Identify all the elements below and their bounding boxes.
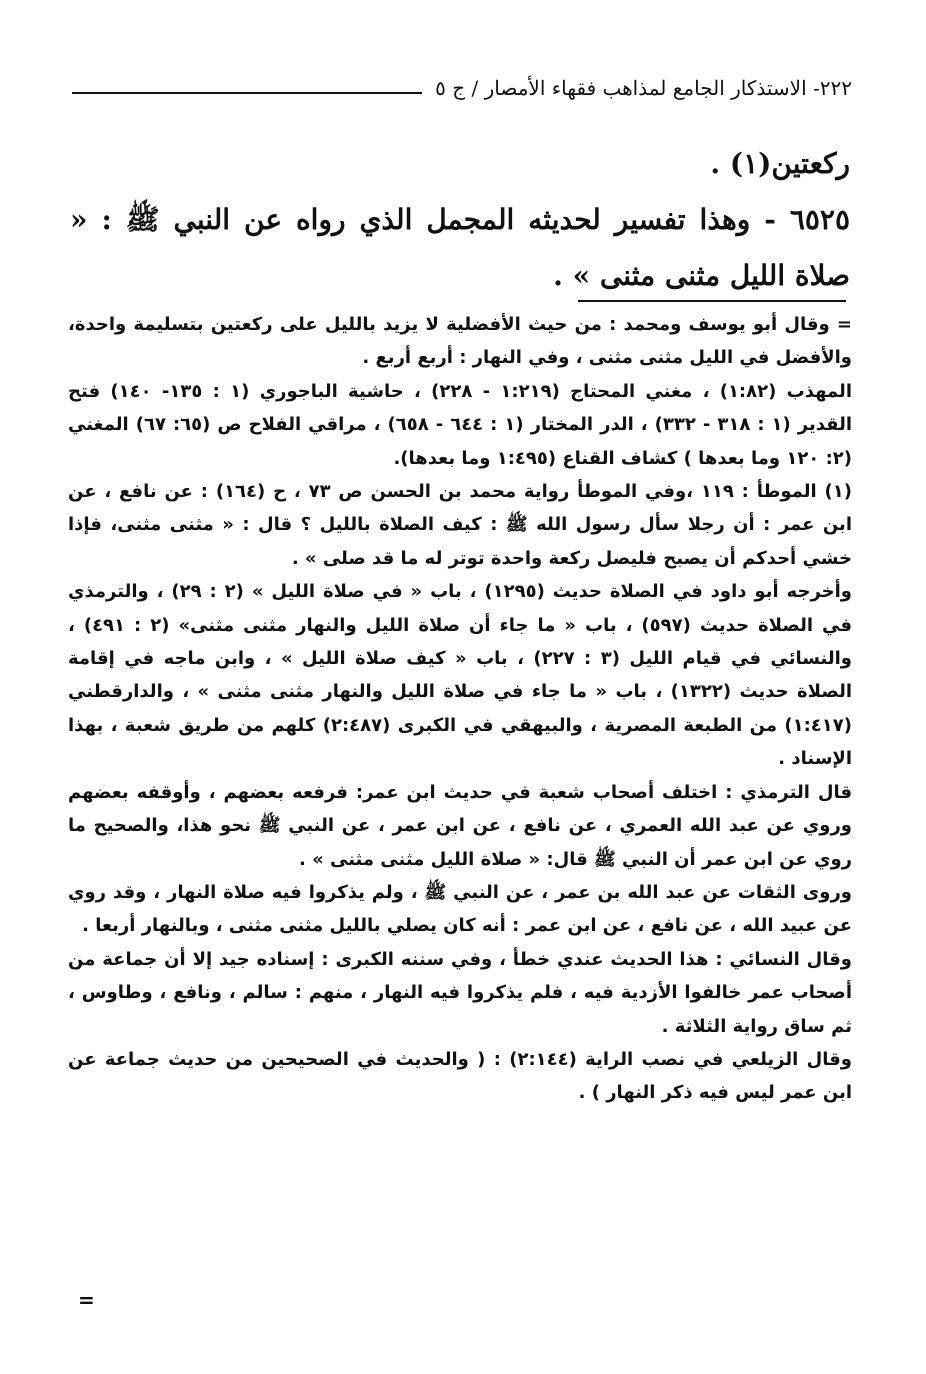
footnote-continuation: = وقال أبو يوسف ومحمد : من حيث الأفضلية لا يزيد بالليل على ركعتين بتسليمة واحدة، والأفضل في الليل مثنى مثنى ، وفي النهار : أربع أربع .: [68, 314, 852, 369]
footnote-references: المهذب (١:٨٢) ، مغني المحتاج (١:٢١٩ - ٢٢٨) ، حاشية الباجوري (١ : ١٣٥- ١٤٠) فتح القدير (١ : ٣١٨ - ٣٣٢) ، الدر المختار (١ : ٦٤٤ - ٦٥٨) ، مراقي الفلاح ص (٦٥: ٦٧) المغني (٢: ١٢٠ وما بعدها ) كشاف القناع (١:٤٩٥ وما بعدها).: [68, 380, 853, 469]
footnotes: [68, 308, 852, 1110]
running-title: ٢٢٢- الاستذكار الجامع لمذاهب فقهاء الأمصار / ج ٥: [435, 76, 852, 100]
footnote-1-takhrij: وأخرجه أبو داود في الصلاة حديث (١٢٩٥) ، باب « في صلاة الليل » (٢ : ٢٩) ، والترمذي في الصلاة حديث (٥٩٧) ، باب « ما جاء أن صلاة الليل والنهار مثنى مثنى» (٢ : ٤٩١) ، والنسائي في قيام الليل (٣ : ٢٢٧) ، باب « كيف صلاة الليل » ، وابن ماجه في إقامة الصلاة حديث (١٣٢٢) ، باب « ما جاء في صلاة الليل والنهار مثنى مثنى » ، والدارقطني (١:٤١٧) من الطبعة المصرية ، والبيهقي في الكبرى (٢:٤٨٧) كلهم من طريق شعبة ، بهذا الإسناد .: [68, 581, 853, 770]
footnote-1-nasai: وقال النسائي : هذا الحديث عندي خطأ ، وفي سننه الكبرى : إسناده جيد إلا أن جماعة من أصحاب عمر خالفوا الأزدية فيه ، فلم يذكروا فيه النهار ، منهم : سالم ، ونافع ، وطاوس ، ثم ساق رواية الثلاثة .: [68, 948, 852, 1037]
footnote-1: (١) الموطأ : ١١٩ ،وفي الموطأ رواية محمد بن الحسن ص ٧٣ ، ح (١٦٤) : عن نافع ، عن ابن عمر : أن رجلا سأل رسول الله ﷺ : كيف الصلاة بالليل ؟ قال : « مثنى مثنى، فإذا خشي أحدكم أن يصبح فليصل ركعة واحدة توتر له ما قد صلى » .: [68, 481, 852, 569]
main-body: [70, 136, 850, 304]
footnote-1-thiqat: وروى الثقات عن عبد الله بن عمر ، عن النبي ﷺ ، ولم يذكروا فيه صلاة النهار ، وقد روي عن عبيد الله ، عن نافع ، عن ابن عمر : أنه كان يصلي بالليل مثنى مثنى ، وبالنهار أربعا .: [68, 881, 852, 937]
main-paragraph-2: ٦٥٢٥ - وهذا تفسير لحديثه المجمل الذي رواه عن النبي ﷺ : « صلاة الليل مثنى مثنى » .: [70, 203, 850, 292]
header-rule: [72, 92, 422, 94]
main-paragraph-1: ركعتين(١) .: [710, 147, 850, 180]
continued-mark: =: [78, 1288, 95, 1312]
page-header: [72, 76, 852, 116]
footnote-1-tirmidhi: قال الترمذي : اختلف أصحاب شعبة في حديث ابن عمر: فرفعه بعضهم ، وأوقفه بعضهم وروي عن عبد الله العمري ، عن نافع ، عن ابن عمر ، عن النبي ﷺ نحو هذا، والصحيح ما روي عن ابن عمر أن النبي ﷺ قال: « صلاة الليل مثنى مثنى » .: [68, 781, 852, 870]
footnote-1-zaylai: وقال الزيلعي في نصب الراية (٢:١٤٤) : ( والحديث في الصحيحين من حديث جماعة عن ابن عمر ليس فيه ذكر النهار ) .: [68, 1048, 852, 1104]
footnote-separator: [578, 300, 846, 302]
